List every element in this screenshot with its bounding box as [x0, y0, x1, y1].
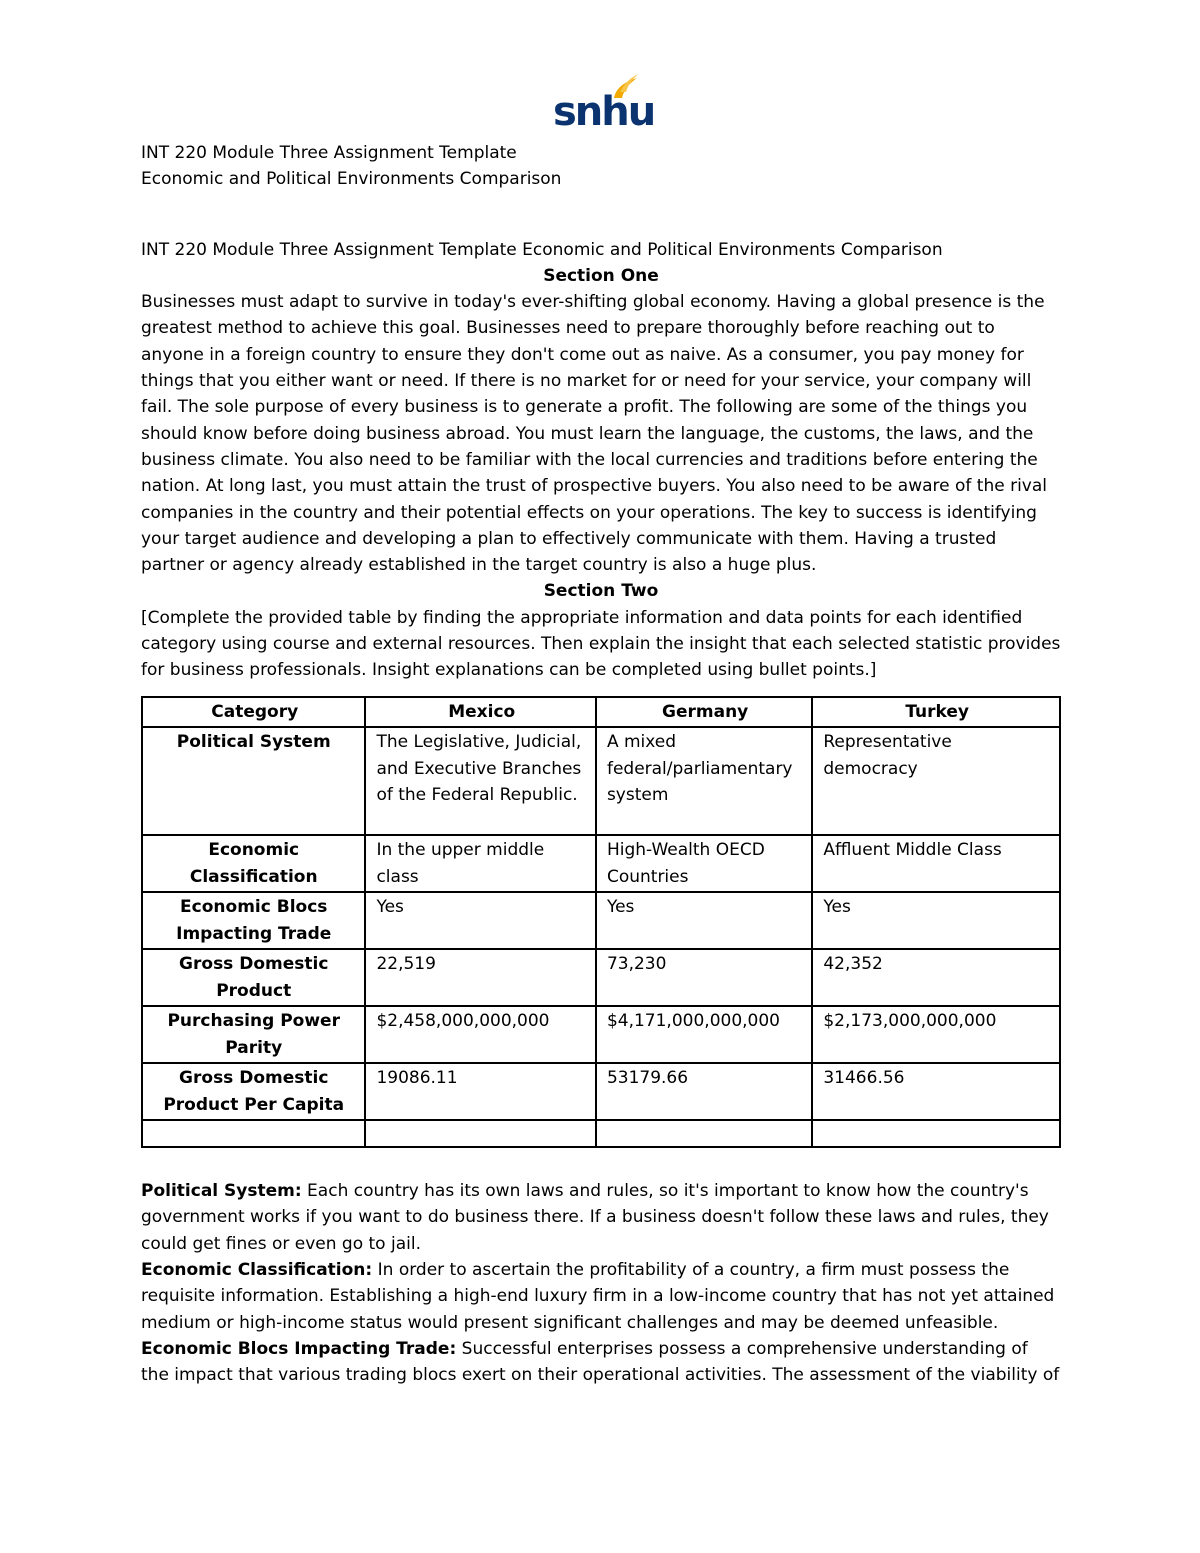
table-row	[142, 727, 1060, 835]
cell-germany: High-Wealth OECD Countries	[596, 835, 812, 892]
section-one-body: Businesses must adapt to survive in today's ever-shifting global economy. Having a global presence is the greatest method to achieve this goal. Businesses need to prepare thoroughly before reaching out to anyone in a foreign country to ensure they don't come out as naive. As a consumer, you pay money for things that you either want or need. If there is no market for or need for your service, your company will fail. The sole purpose of every business is to generate a profit. The following are some of the things you should know before doing business abroad. You must learn the language, the customs, the laws, and the business climate. You also need to be familiar with the local currencies and traditions before entering the nation. At long last, you must attain the trust of prospective buyers. You also need to be aware of the rival companies in the country and their potential effects on your operations. The key to success is identifying your target audience and developing a plan to effectively communicate with them. Having a trusted partner or agency already established in the target country is also a huge plus.	[141, 292, 1047, 576]
row-category: Economic Blocs Impacting Trade	[142, 892, 365, 949]
empty-cell	[365, 1120, 596, 1147]
table-row	[142, 835, 1060, 892]
note-label: Economic Blocs Impacting Trade:	[141, 1338, 457, 1359]
row-category: Economic Classification	[142, 835, 365, 892]
empty-table-row	[142, 1120, 1060, 1147]
cell-mexico: 22,519	[365, 949, 596, 1006]
section-one-heading: Section One	[543, 265, 659, 286]
insight-notes	[141, 1178, 1061, 1388]
column-header: Turkey	[812, 697, 1060, 728]
cell-turkey: Representative democracy	[812, 727, 1060, 835]
empty-cell	[596, 1120, 812, 1147]
cell-turkey: 42,352	[812, 949, 1060, 1006]
cell-turkey: $2,173,000,000,000	[812, 1006, 1060, 1063]
table-row	[142, 1063, 1060, 1120]
row-category: Purchasing Power Parity	[142, 1006, 365, 1063]
header-line-2: Economic and Political Environments Comparison	[141, 169, 562, 190]
section-two-heading: Section Two	[543, 581, 659, 602]
header-line-1: INT 220 Module Three Assignment Template	[141, 143, 517, 163]
document-body	[141, 140, 1061, 1389]
document-title: INT 220 Module Three Assignment Template Economic and Political Environments Comparison	[141, 239, 943, 260]
snhu-logo	[553, 72, 655, 135]
cell-mexico: $2,458,000,000,000	[365, 1006, 596, 1063]
cell-turkey: Affluent Middle Class	[812, 835, 1060, 892]
empty-cell	[142, 1120, 365, 1147]
cell-germany: $4,171,000,000,000	[596, 1006, 812, 1063]
section-two-instructions: [Complete the provided table by finding the appropriate information and data points for each identified category using course and external resources. Then explain the insight that each selected statistic provides for business professionals. Insight explanations can be completed using bullet points.]	[141, 607, 1061, 681]
row-category: Gross Domestic Product	[142, 949, 365, 1006]
row-category: Gross Domestic Product Per Capita	[142, 1063, 365, 1120]
table-row	[142, 1006, 1060, 1063]
cell-mexico: 19086.11	[365, 1063, 596, 1120]
cell-germany: A mixed federal/parliamentary system	[596, 727, 812, 835]
note-text: Successful enterprises possess a comprehensive understanding of the impact that various trading blocs exert on their operational activities. The assessment of the viability of	[141, 1338, 1060, 1386]
cell-germany: 53179.66	[596, 1063, 812, 1120]
table-row	[142, 892, 1060, 949]
table-row	[142, 949, 1060, 1006]
comparison-table	[141, 696, 1061, 1149]
cell-turkey: Yes	[812, 892, 1060, 949]
note-economic-blocs	[141, 1336, 1061, 1389]
note-label: Economic Classification:	[141, 1260, 373, 1281]
note-text: Each country has its own laws and rules, so it's important to know how the country's government works if you want to do business there. If a business doesn't follow these laws and rules, they could get fines or even go to jail.	[141, 1181, 1049, 1254]
logo-wordmark: snhu	[553, 89, 655, 135]
flame-icon	[610, 72, 640, 102]
cell-mexico: The Legislative, Judicial, and Executive Branches of the Federal Republic.	[365, 727, 596, 835]
column-header: Category	[142, 697, 365, 728]
cell-germany: 73,230	[596, 949, 812, 1006]
column-header: Mexico	[365, 697, 596, 728]
note-text: In order to ascertain the profitability of a country, a firm must possess the requisite information. Establishing a high-end luxury firm in a low-income country that has not yet attained medium or high-income status would present significant challenges and may be deemed unfeasible.	[141, 1260, 1055, 1333]
cell-turkey: 31466.56	[812, 1063, 1060, 1120]
note-economic-classification	[141, 1257, 1061, 1336]
cell-mexico: Yes	[365, 892, 596, 949]
row-category: Political System	[142, 727, 365, 835]
cell-mexico: In the upper middle class	[365, 835, 596, 892]
note-political-system	[141, 1178, 1061, 1257]
note-label: Political System:	[141, 1181, 302, 1202]
column-header: Germany	[596, 697, 812, 728]
cell-germany: Yes	[596, 892, 812, 949]
empty-cell	[812, 1120, 1060, 1147]
table-header-row	[142, 697, 1060, 728]
